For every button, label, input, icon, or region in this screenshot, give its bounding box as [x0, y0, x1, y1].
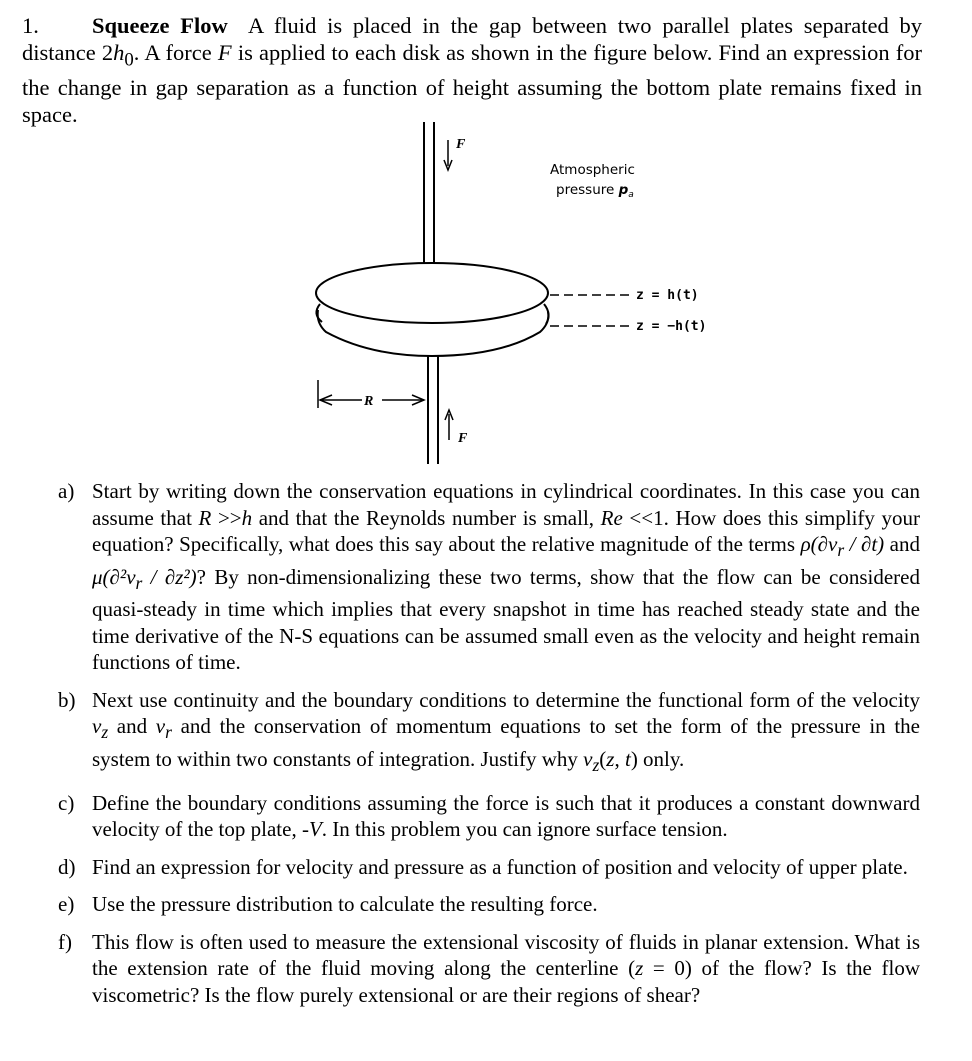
subquestion-e — [58, 891, 920, 918]
subquestion-label: a) — [58, 479, 75, 503]
subquestion-f — [58, 929, 920, 1009]
subquestion-label: d) — [58, 854, 76, 879]
subquestion-text: Next use continuity and the boundary conditions to determine the functional form of the velocity $v_z$ and $v_r$ and the conservation of momentum equations to set the form of the pressure in the system to within two constants of integration. Justify why $v_z(z$, t) only. — [92, 687, 920, 776]
subquestion-label: e) — [58, 892, 75, 917]
upper-disk — [316, 263, 548, 323]
subquestion-text: This flow is often used to measure the extensional viscosity of fluids in planar extension. What is the extension rate of the fluid moving along the centerline (z = 0) of the flow? Is the flow viscometric? Is the flow purely extensional or are their regions of shear? — [92, 929, 920, 1007]
radius-label: R — [364, 394, 374, 409]
subquestion-text: Define the boundary conditions assuming the force is such that it produces a constant downward velocity of the top plate, -V. In this problem you can ignore surface tension. — [92, 790, 920, 842]
z-bottom-label: z = −h(t) — [636, 319, 707, 334]
subquestion-text: Use the pressure distribution to calculate the resulting force. — [92, 892, 598, 917]
bottom-force-label: F — [458, 431, 468, 446]
subquestion-a — [58, 478, 920, 676]
force-symbol: F — [217, 40, 232, 65]
z-top-label: z = h(t) — [636, 288, 699, 303]
subquestion-label: b) — [58, 687, 76, 712]
subquestion-d — [58, 854, 920, 881]
squeeze-flow-figure — [300, 118, 740, 470]
subquestion-text: Find an expression for velocity and pressure as a function of position and velocity of upper plate. — [92, 854, 908, 879]
h-subscript: 0 — [124, 49, 134, 71]
problem-statement — [22, 12, 922, 128]
problem-number: 1. — [22, 13, 39, 38]
subquestion-text: Start by writing down the conservation equations in cylindrical coordinates. In this case you can assume that R >>h and that the Reynolds number is small, Re <<1. How does this simplify your equation? Specifically, what does this say about the relative magnitude of the terms $\rho(\partial v_r / \partial t)$ and $\mu(\partial^2v_r / \partial z^2)$? By non-dimensionalizing these two terms, show that the flow can be considered quasi-steady in time which implies that every snapshot in time has reached steady state and the time derivative of the N-S equations can be assumed small even as the velocity and height remain functions of time. — [92, 479, 921, 675]
pressure-label: pressure $p_a$ — [556, 182, 634, 200]
statement-text: is applied to each disk as shown in the figure below. Find an expression for the change in gap separation as a function of height assuming the bottom plate remains fixed in space. — [22, 40, 922, 127]
atmospheric-label: Atmospheric — [550, 162, 635, 178]
problem-title: Squeeze Flow — [92, 13, 228, 38]
statement-text: . A force — [133, 40, 218, 65]
lower-disk-right-edge — [544, 304, 549, 324]
subquestion-c — [58, 790, 920, 843]
subquestion-list — [58, 478, 920, 1019]
subquestion-label: f) — [58, 929, 72, 954]
statement-text: A fluid is placed in the gap between two parallel plates separated by distance 2 — [22, 13, 922, 65]
top-force-label: F — [456, 137, 466, 152]
figure-diagram — [300, 118, 740, 470]
subquestion-b — [58, 687, 920, 779]
h-symbol: h — [113, 40, 125, 65]
subquestion-label: c) — [58, 790, 75, 815]
